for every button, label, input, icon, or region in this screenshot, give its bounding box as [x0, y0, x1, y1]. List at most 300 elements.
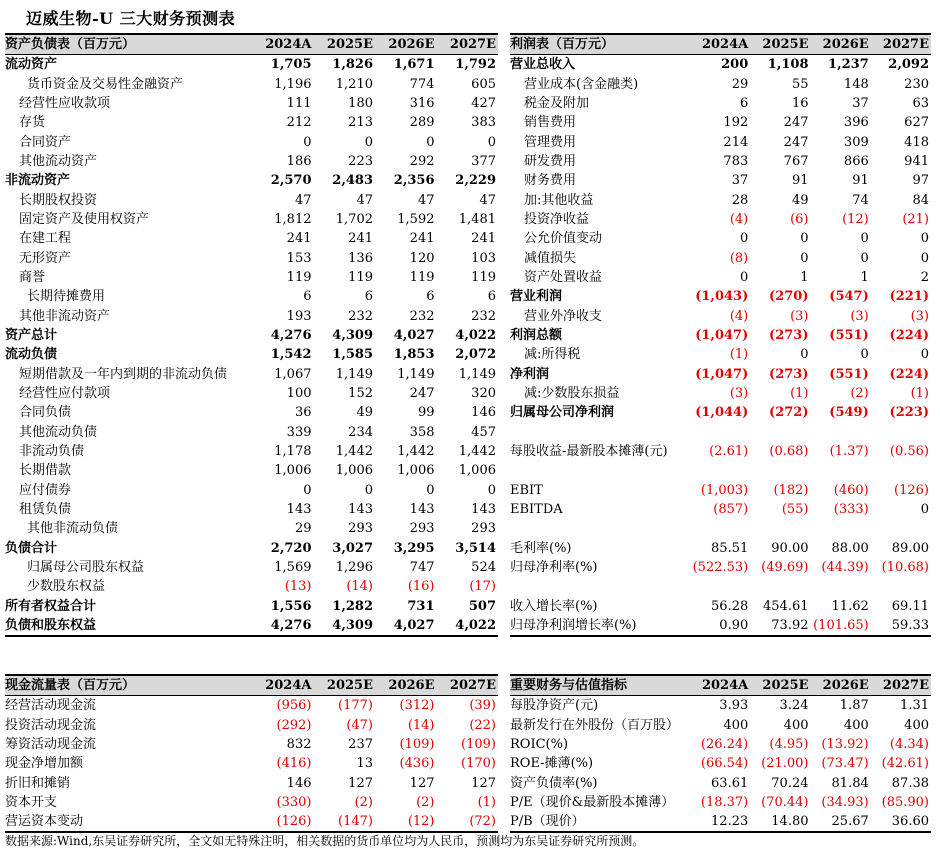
value-cell: (547): [829, 289, 869, 305]
row-label: 资产总计: [5, 327, 58, 343]
row-label: 每股净资产(元): [510, 698, 599, 714]
value-cell: (13.92): [821, 736, 869, 752]
row-label: 减:所得税: [524, 347, 581, 363]
row-label: 归属母公司股东权益: [27, 560, 145, 576]
value-cell: (21): [902, 211, 929, 227]
value-cell: 1,067: [274, 366, 312, 382]
value-cell: (14): [346, 579, 373, 595]
value-cell: 0.90: [690, 616, 750, 636]
value-cell: 1,006: [335, 463, 373, 479]
balance-table: [5, 33, 498, 637]
value-cell: 87.38: [891, 775, 929, 791]
value-cell: 1,671: [393, 57, 435, 73]
year-header: 2025E: [750, 34, 810, 55]
year-header: 2026E: [811, 34, 871, 55]
value-cell: 4,309: [332, 327, 373, 343]
row-label: 管理费用: [524, 134, 577, 150]
value-cell: 396: [843, 115, 869, 131]
value-cell: (3): [850, 308, 869, 324]
cashflow-panel: [5, 674, 498, 833]
row-label: 负债和股东权益: [5, 616, 252, 636]
value-cell: 1,108: [767, 57, 809, 73]
value-cell: (70.44): [761, 794, 809, 810]
value-cell: 832: [286, 736, 312, 752]
value-cell: 377: [471, 153, 496, 169]
value-cell: (273): [769, 366, 809, 382]
value-cell: (3): [790, 308, 809, 324]
value-cell: 454.61: [763, 598, 809, 614]
value-cell: 0: [487, 482, 496, 498]
value-cell: 55: [791, 76, 809, 92]
value-cell: 774: [409, 76, 435, 92]
row-label: EBITDA: [510, 502, 563, 518]
value-cell: (182): [773, 482, 809, 498]
value-cell: (49.69): [761, 560, 809, 576]
value-cell: [811, 519, 871, 538]
row-label: 公允价值变动: [524, 231, 603, 247]
row-label: 营业外净收支: [524, 308, 603, 324]
value-cell: 241: [348, 231, 373, 247]
value-cell: 941: [904, 153, 929, 169]
value-cell: [871, 577, 931, 596]
table-row: [510, 735, 931, 754]
table-row: [5, 171, 498, 190]
value-cell: 0: [739, 231, 749, 247]
row-label: 减:少数股东损益: [524, 386, 620, 402]
value-cell: 320: [471, 386, 496, 402]
value-cell: (2.61): [709, 444, 749, 460]
value-cell: 247: [783, 134, 809, 150]
value-cell: 400: [783, 717, 809, 733]
row-label: 租赁负债: [19, 502, 72, 518]
value-cell: (3): [910, 308, 929, 324]
value-cell: (109): [399, 736, 435, 752]
value-cell: 747: [409, 560, 435, 576]
value-cell: 866: [843, 153, 869, 169]
table-row: [5, 696, 498, 716]
value-cell: 0: [920, 502, 929, 518]
value-cell: 1,296: [335, 560, 373, 576]
value-cell: (17): [469, 579, 496, 595]
value-cell: 0: [920, 347, 929, 363]
value-cell: 230: [904, 76, 929, 92]
value-cell: 143: [286, 502, 312, 518]
year-header: 2027E: [871, 675, 931, 696]
value-cell: (1,003): [700, 482, 749, 498]
value-cell: 47: [417, 192, 435, 208]
value-cell: 127: [348, 775, 373, 791]
row-label: 合同资产: [19, 134, 72, 150]
row-label: P/E（现价&最新股本摊薄）: [510, 794, 675, 810]
value-cell: (26.24): [700, 736, 749, 752]
table-row: [5, 461, 498, 480]
table-row: [510, 577, 931, 596]
value-cell: 0: [920, 250, 929, 266]
table-row: [510, 113, 931, 132]
value-cell: 3,295: [393, 540, 435, 556]
value-cell: 1,149: [335, 366, 373, 382]
value-cell: (224): [889, 327, 929, 343]
value-cell: (522.53): [692, 560, 749, 576]
value-cell: [750, 423, 810, 442]
value-cell: 507: [468, 598, 496, 614]
row-label: 存货: [19, 115, 46, 131]
value-cell: 47: [356, 192, 373, 208]
value-cell: 1,210: [335, 76, 373, 92]
table-row: [510, 190, 931, 209]
value-cell: (2): [416, 794, 435, 810]
key-metrics-panel: [510, 674, 931, 833]
row-label: 经营性应付款项: [19, 386, 111, 402]
value-cell: 0: [303, 482, 312, 498]
row-label: 流动负债: [5, 347, 58, 363]
income-table: [510, 33, 931, 637]
row-label: ROIC(%): [510, 736, 569, 752]
table-row: [510, 94, 931, 113]
row-label: 流动资产: [5, 57, 58, 73]
value-cell: 1,006: [274, 463, 312, 479]
value-cell: (292): [276, 717, 312, 733]
value-cell: (4): [729, 308, 749, 324]
year-header: 2027E: [871, 34, 931, 55]
value-cell: 90.00: [771, 540, 809, 556]
row-label: 销售费用: [524, 115, 577, 131]
value-cell: 127: [471, 775, 496, 791]
value-cell: 1,196: [274, 76, 312, 92]
value-cell: [811, 577, 871, 596]
row-label: 现金净增加额: [5, 756, 84, 772]
value-cell: 241: [471, 231, 496, 247]
row-label: 经营性应收款项: [19, 95, 111, 111]
value-cell: [750, 519, 810, 538]
table-row: [510, 287, 931, 306]
value-cell: (1,043): [695, 289, 749, 305]
row-label: 其他非流动资产: [19, 308, 111, 324]
value-cell: 457: [471, 424, 496, 440]
value-cell: 247: [783, 115, 809, 131]
table-row: [5, 539, 498, 558]
value-cell: 6: [364, 289, 373, 305]
value-cell: 247: [409, 386, 435, 402]
value-cell: 339: [286, 424, 312, 440]
value-cell: 103: [471, 250, 496, 266]
value-cell: (147): [314, 812, 376, 832]
value-cell: 85.51: [711, 540, 749, 556]
table-row: [510, 403, 931, 422]
table-row: [510, 597, 931, 616]
balance-sheet-panel: [5, 33, 498, 637]
value-cell: [871, 519, 931, 538]
value-cell: (6): [790, 211, 809, 227]
table-row: [510, 74, 931, 93]
table-row: [5, 442, 498, 461]
value-cell: 234: [348, 424, 373, 440]
value-cell: 1.87: [839, 698, 869, 714]
cashflow-header-row: [5, 675, 498, 696]
value-cell: (4.34): [889, 736, 929, 752]
value-cell: (101.65): [811, 616, 871, 636]
row-label: 负债合计: [5, 540, 58, 556]
table-row: [5, 113, 498, 132]
value-cell: 1,282: [332, 598, 373, 614]
value-cell: (1): [477, 794, 496, 810]
value-cell: [690, 519, 750, 538]
value-cell: 0: [920, 231, 929, 247]
table-row: [510, 793, 931, 812]
row-label: P/B（现价）: [510, 812, 690, 832]
value-cell: 37: [731, 173, 749, 189]
value-cell: (177): [338, 698, 373, 714]
value-cell: 0: [487, 134, 496, 150]
value-cell: (272): [769, 405, 809, 421]
table-row: [510, 248, 931, 267]
value-cell: (3): [729, 386, 749, 402]
table-row: [510, 461, 931, 480]
value-cell: 63: [912, 95, 929, 111]
value-cell: 16: [791, 95, 809, 111]
year-header: 2025E: [314, 34, 376, 55]
row-label: 折旧和摊销: [5, 775, 71, 791]
value-cell: 1,812: [274, 211, 312, 227]
table-row: [5, 190, 498, 209]
value-cell: 358: [409, 424, 435, 440]
value-cell: (1,047): [695, 327, 749, 343]
value-cell: 4,022: [437, 616, 499, 636]
table-row: [510, 812, 931, 832]
value-cell: 316: [409, 95, 435, 111]
value-cell: 605: [471, 76, 496, 92]
value-cell: 1,826: [332, 57, 373, 73]
value-cell: 289: [409, 115, 435, 131]
value-cell: 0: [800, 231, 809, 247]
value-cell: 418: [904, 134, 929, 150]
table-row: [510, 423, 931, 442]
year-header: 2024A: [252, 675, 314, 696]
value-cell: 12.23: [690, 812, 750, 832]
value-cell: 293: [348, 521, 373, 537]
table-row: [5, 55, 498, 75]
value-cell: 1.31: [900, 698, 929, 714]
value-cell: (224): [889, 366, 929, 382]
value-cell: [690, 423, 750, 442]
value-cell: 153: [286, 250, 312, 266]
value-cell: 2,229: [455, 173, 496, 189]
value-cell: (21.00): [761, 756, 809, 772]
table-row: [5, 735, 498, 754]
value-cell: (55): [781, 502, 809, 518]
year-header: 2024A: [690, 675, 750, 696]
value-cell: [811, 423, 871, 442]
table-header-title: 重要财务与估值指标: [510, 675, 690, 696]
row-label: 营业总收入: [510, 57, 576, 73]
value-cell: (4): [729, 211, 749, 227]
value-cell: 49: [356, 405, 373, 421]
table-row: [510, 384, 931, 403]
row-label: [510, 519, 690, 538]
value-cell: 241: [286, 231, 312, 247]
value-cell: 383: [471, 115, 496, 131]
value-cell: 111: [286, 95, 312, 111]
value-cell: (270): [769, 289, 809, 305]
value-cell: 100: [286, 386, 312, 402]
value-cell: 14.80: [750, 812, 810, 832]
value-cell: 3,027: [332, 540, 373, 556]
row-label: 筹资活动现金流: [5, 736, 97, 752]
value-cell: 1,442: [397, 444, 435, 460]
table-row: [5, 423, 498, 442]
row-label: 其他非流动负债: [27, 521, 119, 537]
year-header: 2025E: [750, 675, 810, 696]
value-cell: 73.92: [750, 616, 810, 636]
value-cell: 767: [783, 153, 809, 169]
value-cell: 28: [731, 192, 749, 208]
table-row: [5, 715, 498, 734]
value-cell: 1,569: [274, 560, 312, 576]
row-label: 利润总额: [510, 327, 563, 343]
year-header: 2026E: [375, 675, 437, 696]
value-cell: (436): [399, 756, 435, 772]
value-cell: 0: [800, 250, 809, 266]
year-header: 2026E: [811, 675, 871, 696]
value-cell: (10.68): [881, 560, 929, 576]
row-label: 税金及附加: [524, 95, 590, 111]
row-label: 每股收益-最新股本摊薄(元): [510, 444, 668, 460]
value-cell: 70.24: [771, 775, 809, 791]
row-label: 投资活动现金流: [5, 717, 97, 733]
value-cell: (16): [407, 579, 435, 595]
table-row: [5, 384, 498, 403]
value-cell: 1,792: [455, 57, 496, 73]
value-cell: (1): [729, 347, 749, 363]
value-cell: [690, 577, 750, 596]
value-cell: 1,149: [458, 366, 496, 382]
value-cell: 4,309: [314, 616, 376, 636]
value-cell: (126): [894, 482, 929, 498]
row-label: 非流动资产: [5, 173, 71, 189]
value-cell: 1,592: [397, 211, 435, 227]
value-cell: 4,027: [393, 327, 435, 343]
row-label: [510, 577, 690, 596]
value-cell: 0: [860, 347, 869, 363]
row-label: 货币资金及交易性金融资产: [27, 76, 184, 92]
table-row: [510, 442, 931, 461]
value-cell: 2,483: [332, 173, 373, 189]
value-cell: (109): [461, 736, 496, 752]
value-cell: 2,720: [270, 540, 312, 556]
table-row: [5, 481, 498, 500]
row-label: 其他流动资产: [19, 153, 98, 169]
table-row: [510, 365, 931, 384]
page-title: 迈威生物-U 三大财务预测表: [26, 9, 236, 28]
value-cell: 1: [860, 269, 869, 285]
table-row: [510, 268, 931, 287]
row-label: 长期借款: [19, 463, 72, 479]
value-cell: 119: [409, 269, 435, 285]
value-cell: 6: [426, 289, 435, 305]
value-cell: 309: [843, 134, 869, 150]
value-cell: (223): [889, 405, 929, 421]
table-header-title: 现金流量表（百万元）: [5, 675, 252, 696]
value-cell: 627: [904, 115, 929, 131]
value-cell: 120: [409, 250, 435, 266]
value-cell: 56.28: [711, 598, 749, 614]
value-cell: 99: [417, 405, 435, 421]
value-cell: 136: [348, 250, 373, 266]
value-cell: 212: [286, 115, 312, 131]
metrics-header-row: [510, 675, 931, 696]
value-cell: (956): [276, 698, 312, 714]
row-label: 营业成本(含金融类): [524, 76, 639, 92]
value-cell: 3.93: [719, 698, 749, 714]
table-row: [510, 696, 931, 716]
year-header: 2027E: [437, 34, 499, 55]
value-cell: 0: [860, 250, 869, 266]
table-row: [510, 481, 931, 500]
table-row: [510, 616, 931, 636]
value-cell: 36.60: [871, 812, 931, 832]
table-row: [5, 229, 498, 248]
value-cell: (8): [729, 250, 749, 266]
row-label: 最新发行在外股份（百万股）: [510, 717, 680, 733]
value-cell: 74: [852, 192, 869, 208]
value-cell: 6: [487, 289, 496, 305]
row-label: 归属母公司净利润: [510, 405, 615, 421]
table-row: [510, 500, 931, 519]
table-row: [510, 132, 931, 151]
table-row: [510, 345, 931, 364]
value-cell: 1,702: [335, 211, 373, 227]
value-cell: (333): [833, 502, 869, 518]
value-cell: 0: [426, 482, 435, 498]
table-row: [5, 248, 498, 267]
value-cell: 0: [800, 347, 809, 363]
value-cell: (47): [346, 717, 373, 733]
row-label: 加:其他收益: [524, 192, 594, 208]
value-cell: 400: [843, 717, 869, 733]
value-cell: 1,237: [828, 57, 869, 73]
table-row: [5, 94, 498, 113]
value-cell: 0: [364, 482, 373, 498]
value-cell: 0: [426, 134, 435, 150]
cashflow-table: [5, 674, 498, 833]
value-cell: 146: [286, 775, 312, 791]
value-cell: 3.24: [779, 698, 809, 714]
value-cell: 13: [356, 756, 373, 772]
table-row: [5, 616, 498, 636]
table-row: [5, 345, 498, 364]
value-cell: 0: [860, 231, 869, 247]
value-cell: (13): [284, 579, 312, 595]
value-cell: 63.61: [711, 775, 749, 791]
value-cell: [750, 461, 810, 480]
value-cell: [750, 577, 810, 596]
value-cell: 1,006: [458, 463, 496, 479]
row-label: 所有者权益合计: [5, 598, 97, 614]
row-label: 无形资产: [19, 250, 72, 266]
year-header: 2026E: [375, 34, 437, 55]
row-label: 营运资本变动: [5, 812, 252, 832]
value-cell: 2: [920, 269, 929, 285]
value-cell: (170): [461, 756, 496, 772]
row-label: 毛利率(%): [510, 540, 572, 556]
value-cell: 146: [471, 405, 496, 421]
value-cell: (221): [889, 289, 929, 305]
value-cell: 731: [407, 598, 435, 614]
table-row: [5, 793, 498, 812]
income-statement-panel: [510, 33, 931, 637]
table-row: [510, 171, 931, 190]
value-cell: 47: [294, 192, 312, 208]
